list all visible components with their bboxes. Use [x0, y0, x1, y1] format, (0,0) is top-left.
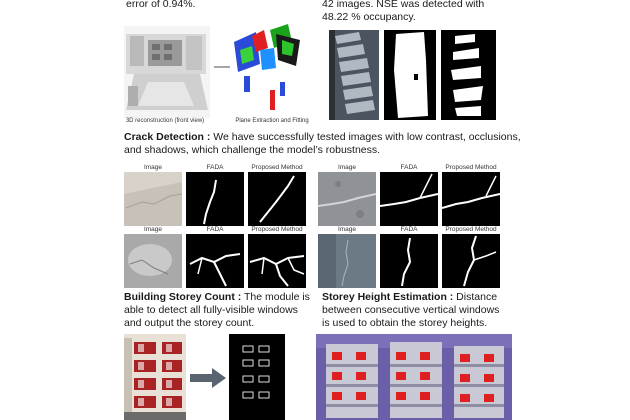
plane-extraction-image: [230, 20, 306, 120]
crack-image-1: [124, 172, 182, 226]
header-image-3: Image: [143, 226, 163, 233]
header-proposed-4: Proposed Method: [445, 226, 497, 233]
staircase-mask-2: [441, 30, 496, 120]
storey-count-title: Building Storey Count :: [124, 291, 242, 303]
crack-title: Crack Detection :: [124, 131, 211, 143]
nse-text-line2: 48.22 % occupancy.: [322, 11, 416, 23]
storey-height-line3: is used to obtain the storey heights.: [322, 317, 488, 329]
header-proposed-1: Proposed Method: [251, 164, 303, 171]
crack-proposed-2: [442, 172, 500, 226]
staircase-mask-1: [384, 30, 436, 120]
crack-fada-3: [186, 234, 244, 288]
header-image-1: Image: [143, 164, 163, 171]
crack-line1: [124, 131, 521, 144]
crack-proposed-1: [248, 172, 306, 226]
top-left-text: error of 0.94%.: [126, 0, 196, 10]
crack-image-3: [124, 234, 182, 288]
header-image-2: Image: [337, 164, 357, 171]
reconstruction-caption: 3D reconstruction (front view): [125, 118, 205, 124]
crack-image-4: [318, 234, 376, 288]
nse-text-line1: 42 images. NSE was detected with: [322, 0, 485, 10]
header-fada-3: FADA: [206, 226, 224, 233]
header-proposed-3: Proposed Method: [251, 226, 303, 233]
window-detection-output: [229, 334, 285, 420]
reconstruction-image: [124, 26, 210, 118]
storey-height-line1: Storey Height Estimation : Distance: [322, 291, 498, 303]
storey-count-line3: and output the storey count.: [124, 317, 255, 329]
storey-count-line2: able to detect all fully-visible windows: [124, 304, 298, 316]
storey-height-title: Storey Height Estimation :: [322, 291, 454, 303]
crack-image-2: [318, 172, 376, 226]
header-fada-1: FADA: [206, 164, 224, 171]
arrow-icon: [190, 368, 226, 388]
storey-height-line2: between consecutive vertical windows: [322, 304, 500, 316]
crack-fada-2: [380, 172, 438, 226]
building-photo: [124, 334, 186, 420]
crack-proposed-3: [248, 234, 306, 288]
plane-extraction-caption: Plane Extraction and Fitting: [235, 118, 309, 124]
header-proposed-2: Proposed Method: [445, 164, 497, 171]
header-fada-4: FADA: [400, 226, 418, 233]
staircase-photo: [329, 30, 379, 120]
header-image-4: Image: [337, 226, 357, 233]
header-fada-2: FADA: [400, 164, 418, 171]
crack-proposed-4: [442, 234, 500, 288]
crack-body: We have successfully tested images with low contrast, occlusions,: [210, 131, 521, 143]
point-cloud-image: [316, 334, 512, 420]
storey-count-line1: Building Storey Count : The module is: [124, 291, 310, 303]
crack-fada-1: [186, 172, 244, 226]
crack-fada-4: [380, 234, 438, 288]
crack-line2: and shadows, which challenge the model’s robustness.: [124, 144, 381, 156]
